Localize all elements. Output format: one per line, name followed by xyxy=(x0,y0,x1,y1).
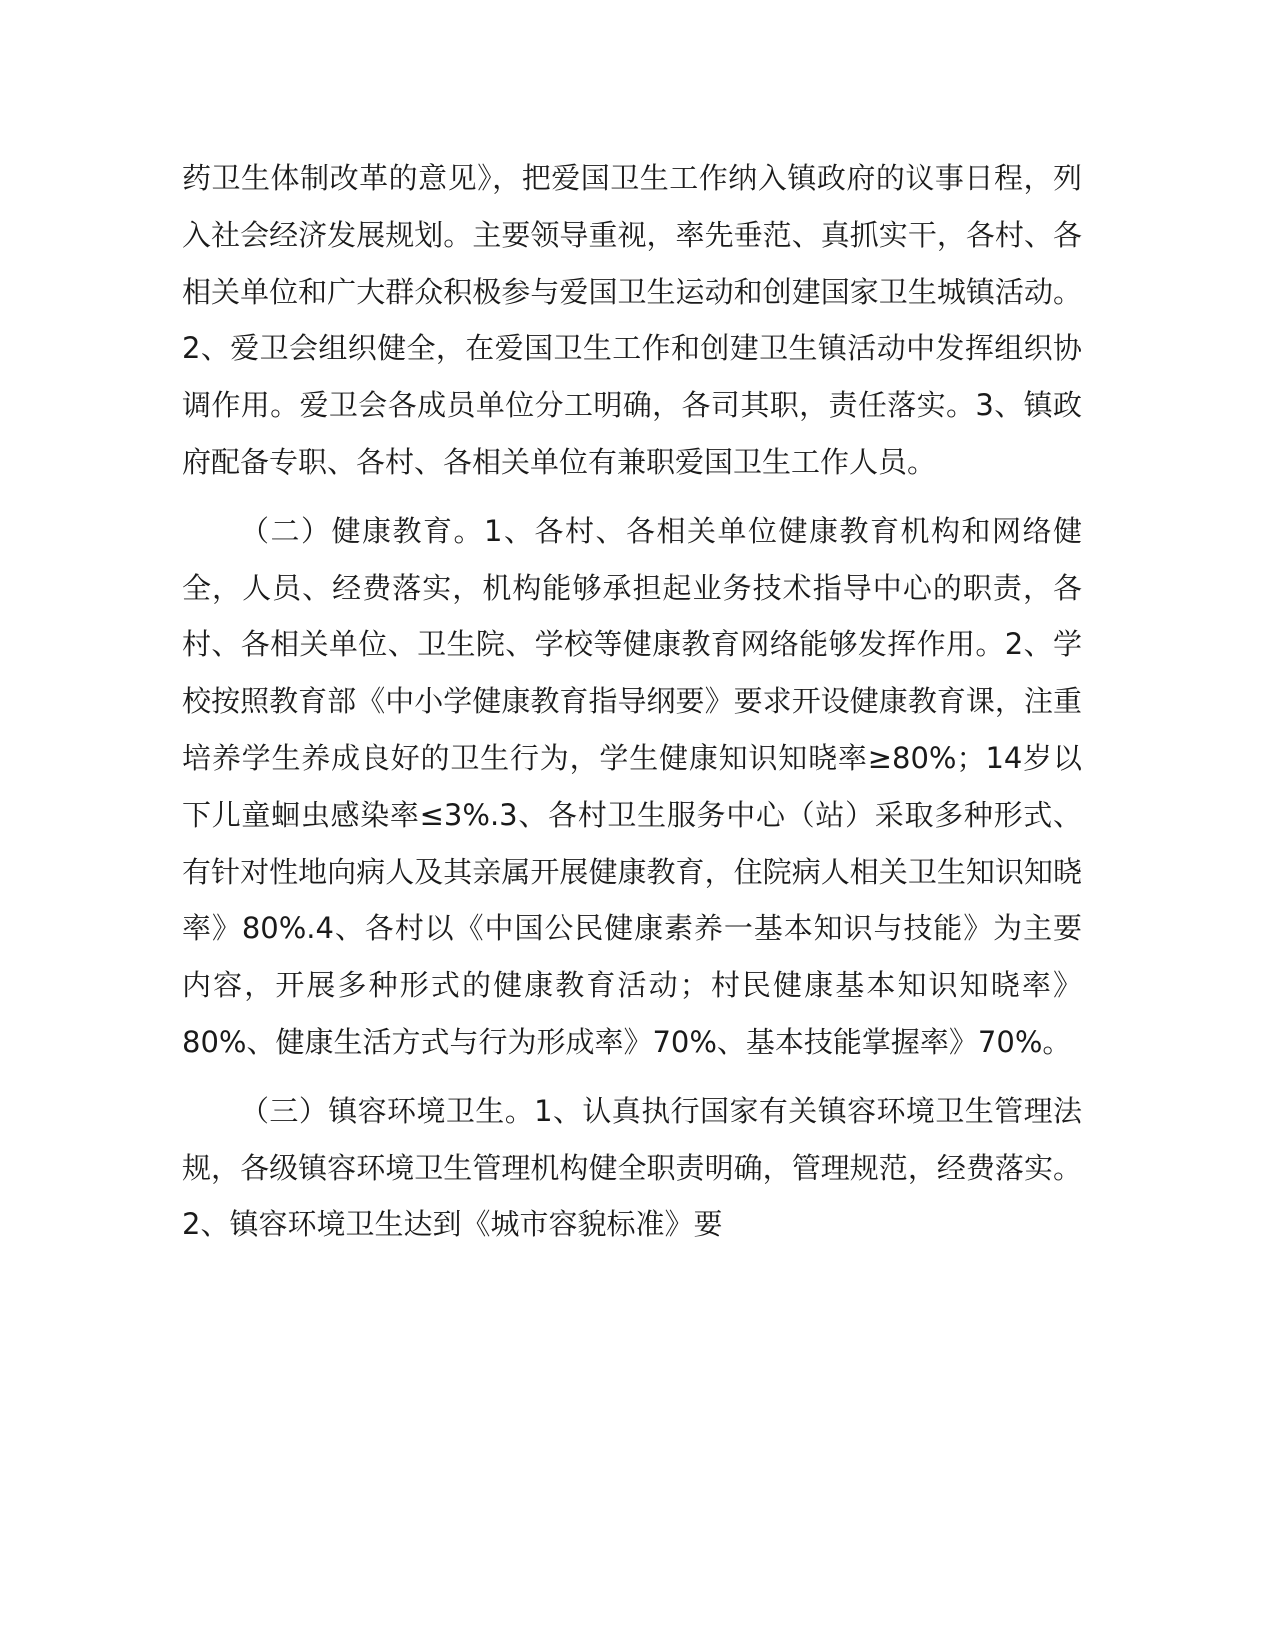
paragraph-continuation: 药卫生体制改革的意见》，把爱国卫生工作纳入镇政府的议事日程，列入社会经济发展规划。主要领导重视，率先垂范、真抓实干，各村、各相关单位和广大群众积极参与爱国卫生运动和创建国家卫生城镇活动。2、爱卫会组织健全，在爱国卫生工作和创建卫生镇活动中发挥组织协调作用。爱卫会各成员单位分工明确，各司其职，责任落实。3、镇政府配备专职、各村、各相关单位有兼职爱国卫生工作人员。 xyxy=(182,161,1082,479)
document-page xyxy=(182,150,1082,1253)
paragraph-town-environment: （三）镇容环境卫生。1、认真执行国家有关镇容环境卫生管理法规，各级镇容环境卫生管理机构健全职责明确，管理规范，经费落实。2、镇容环境卫生达到《城市容貌标准》要 xyxy=(182,1093,1082,1242)
paragraph-health-education: （二）健康教育。1、各村、各相关单位健康教育机构和网络健全，人员、经费落实，机构能够承担起业务技术指导中心的职责，各村、各相关单位、卫生院、学校等健康教育网络能够发挥作用。2、学校按照教育部《中小学健康教育指导纲要》要求开设健康教育课，注重培养学生养成良好的卫生行为，学生健康知识知晓率≥80%；14岁以下儿童蛔虫感染率≤3%.3、各村卫生服务中心（站）采取多种形式、有针对性地向病人及其亲属开展健康教育，住院病人相关卫生知识知晓率》80%.4、各村以《中国公民健康素养一基本知识与技能》为主要内容，开展多种形式的健康教育活动；村民健康基本知识知晓率》80%、健康生活方式与行为形成率》70%、基本技能掌握率》70%。 xyxy=(182,513,1082,1059)
